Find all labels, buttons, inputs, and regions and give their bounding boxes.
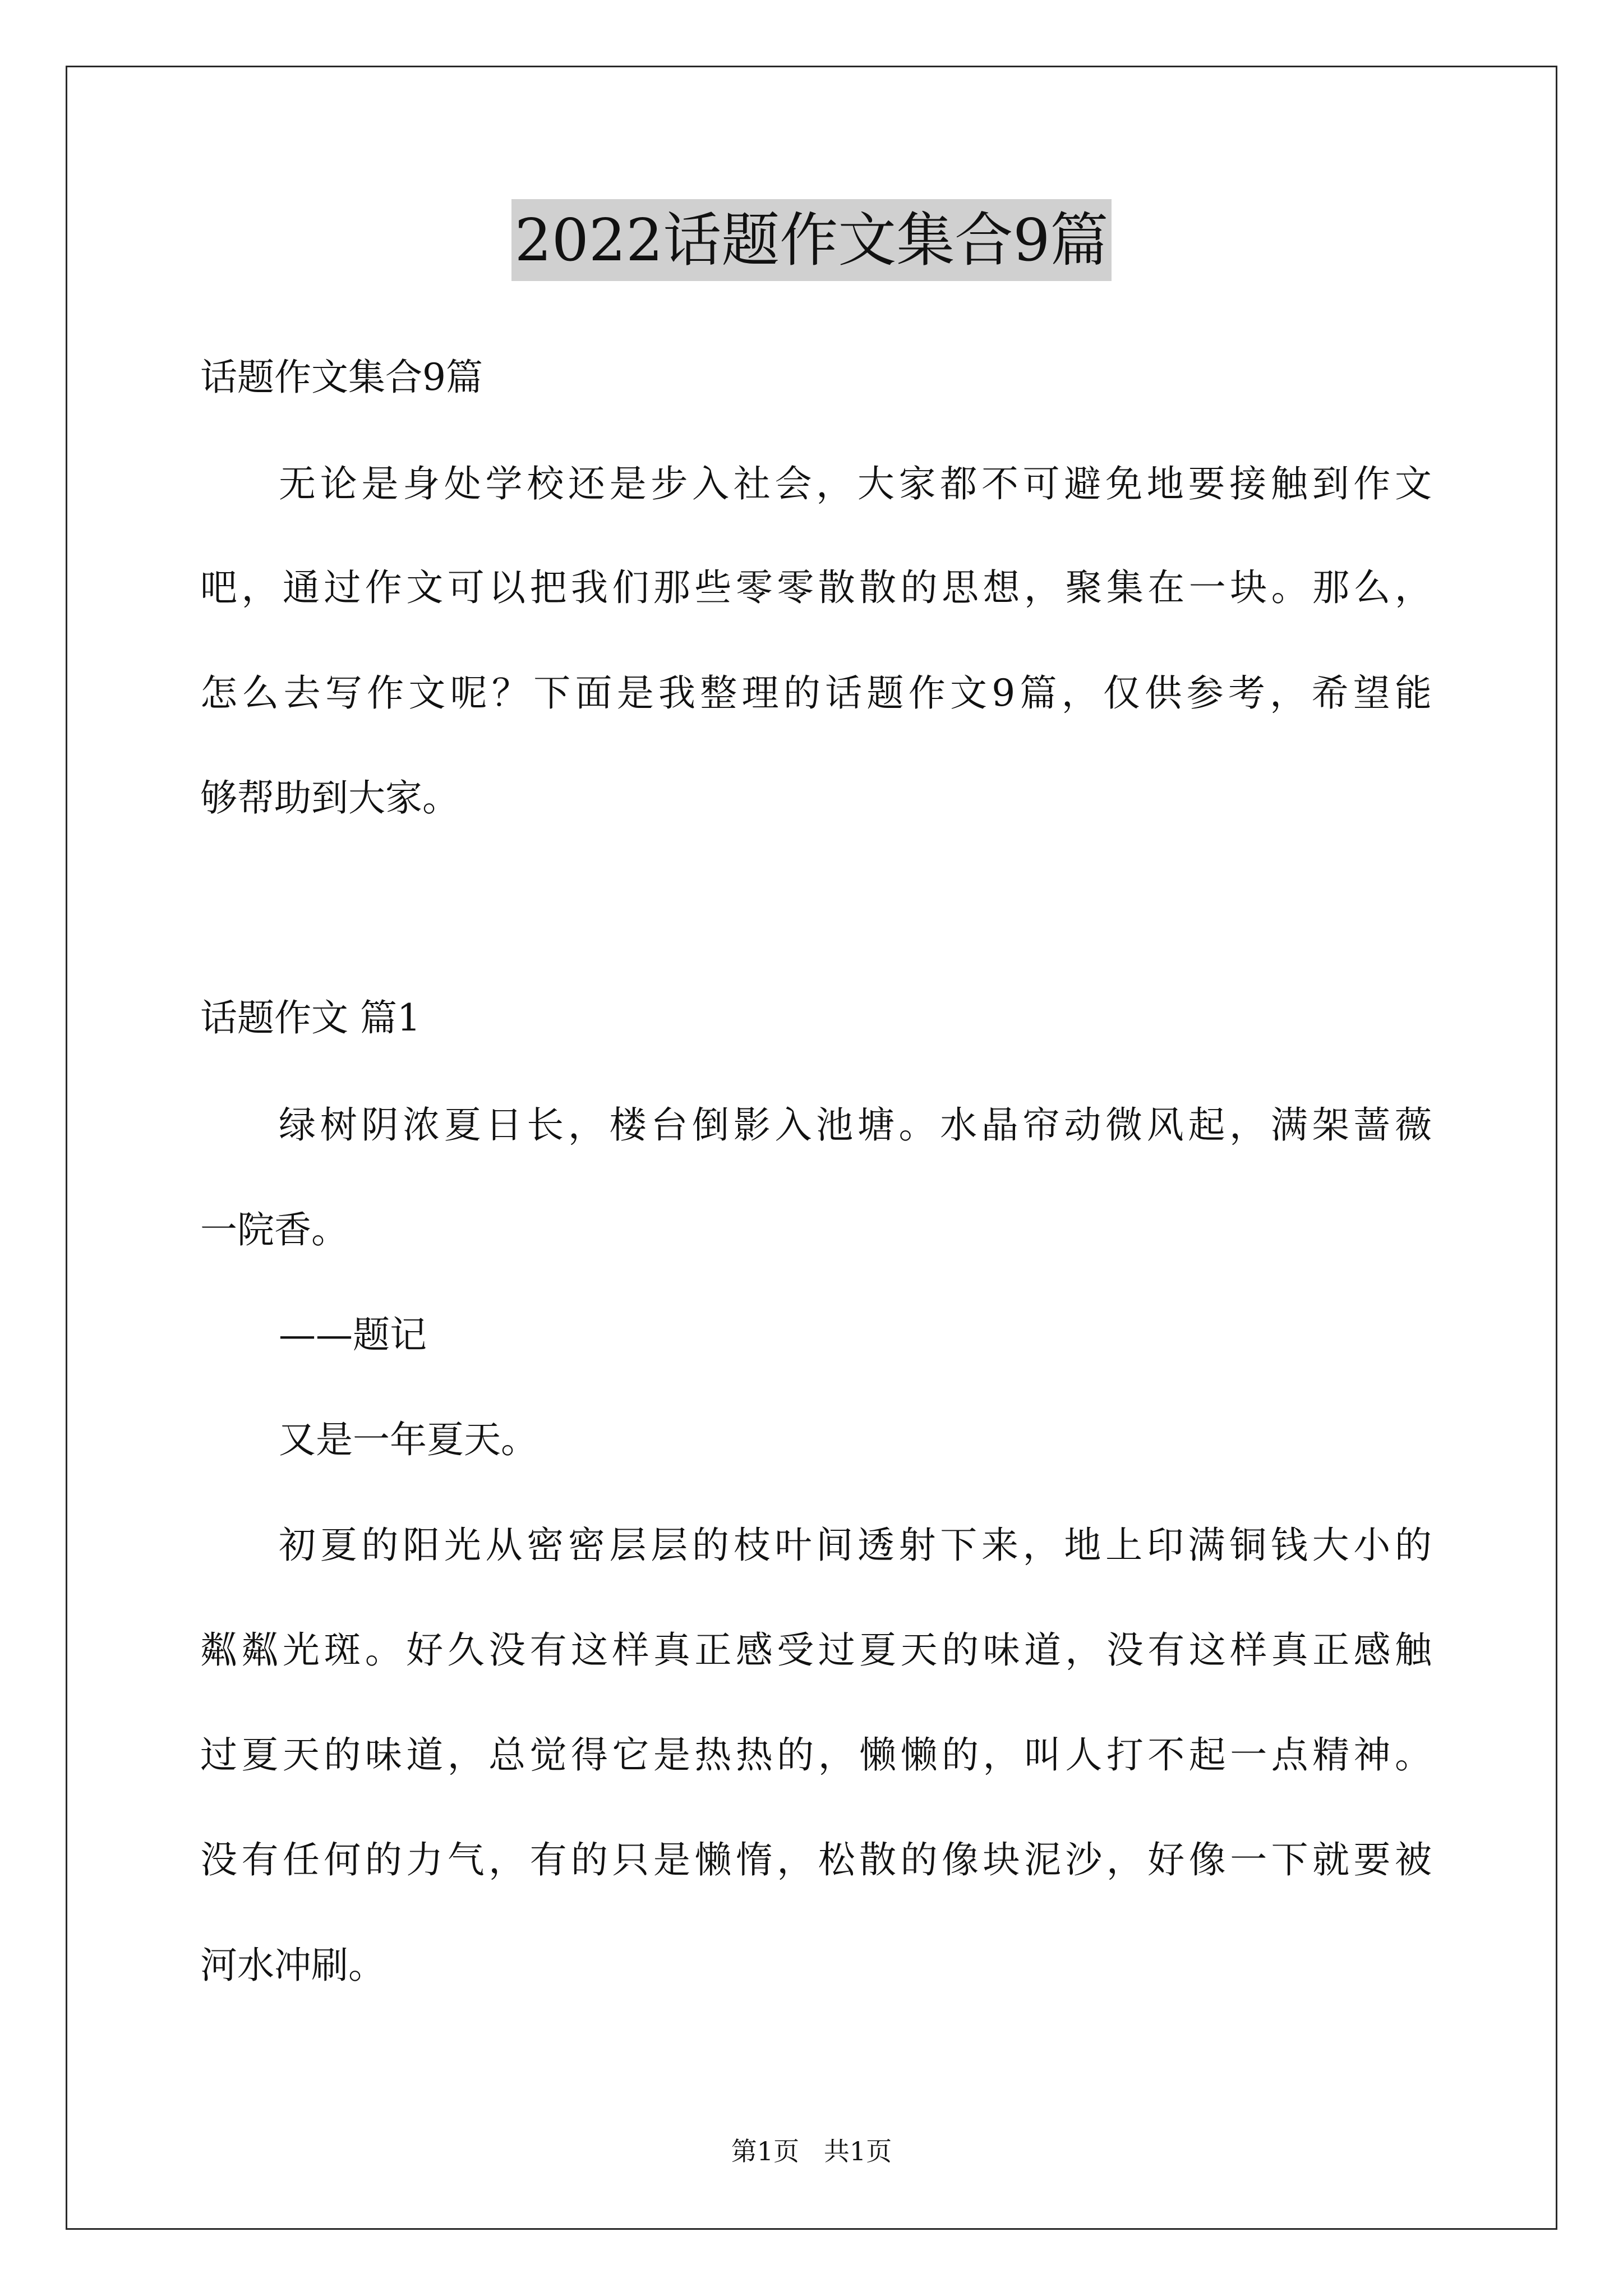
paragraph-2-line-4: 没有任何的力气，有的只是懒惰，松散的像块泥沙，好像一下就要被 — [200, 1838, 1432, 1881]
subtitle: 话题作文集合9篇 — [200, 356, 483, 399]
page-footer: 第1页 共1页 — [731, 2136, 892, 2166]
paragraph-1: 又是一年夏天。 — [279, 1418, 538, 1461]
title-container — [0, 199, 1623, 281]
epigraph: ——题记 — [279, 1313, 427, 1356]
section-heading: 话题作文 篇1 — [200, 996, 421, 1039]
paragraph-2-line-1: 初夏的阳光从密密层层的枝叶间透射下来，地上印满铜钱大小的 — [279, 1524, 1432, 1567]
intro-line-3: 怎么去写作文呢？下面是我整理的话题作文9篇，仅供参考，希望能 — [200, 671, 1432, 715]
paragraph-2-line-3: 过夏天的味道，总觉得它是热热的，懒懒的，叫人打不起一点精神。 — [200, 1733, 1432, 1777]
poem-line-2: 一院香。 — [200, 1208, 348, 1251]
poem-line-1: 绿树阴浓夏日长，楼台倒影入池塘。水晶帘动微风起，满架蔷薇 — [279, 1103, 1432, 1147]
intro-line-1: 无论是身处学校还是步入社会，大家都不可避免地要接触到作文 — [279, 462, 1432, 505]
intro-line-2: 吧，通过作文可以把我们那些零零散散的思想，聚集在一块。那么， — [200, 566, 1432, 609]
intro-line-4: 够帮助到大家。 — [200, 776, 459, 820]
document-title: 2022话题作文集合9篇 — [511, 199, 1112, 281]
paragraph-2-line-2: 粼粼光斑。好久没有这样真正感受过夏天的味道，没有这样真正感触 — [200, 1628, 1432, 1672]
paragraph-2-line-5: 河水冲刷。 — [200, 1944, 385, 1987]
